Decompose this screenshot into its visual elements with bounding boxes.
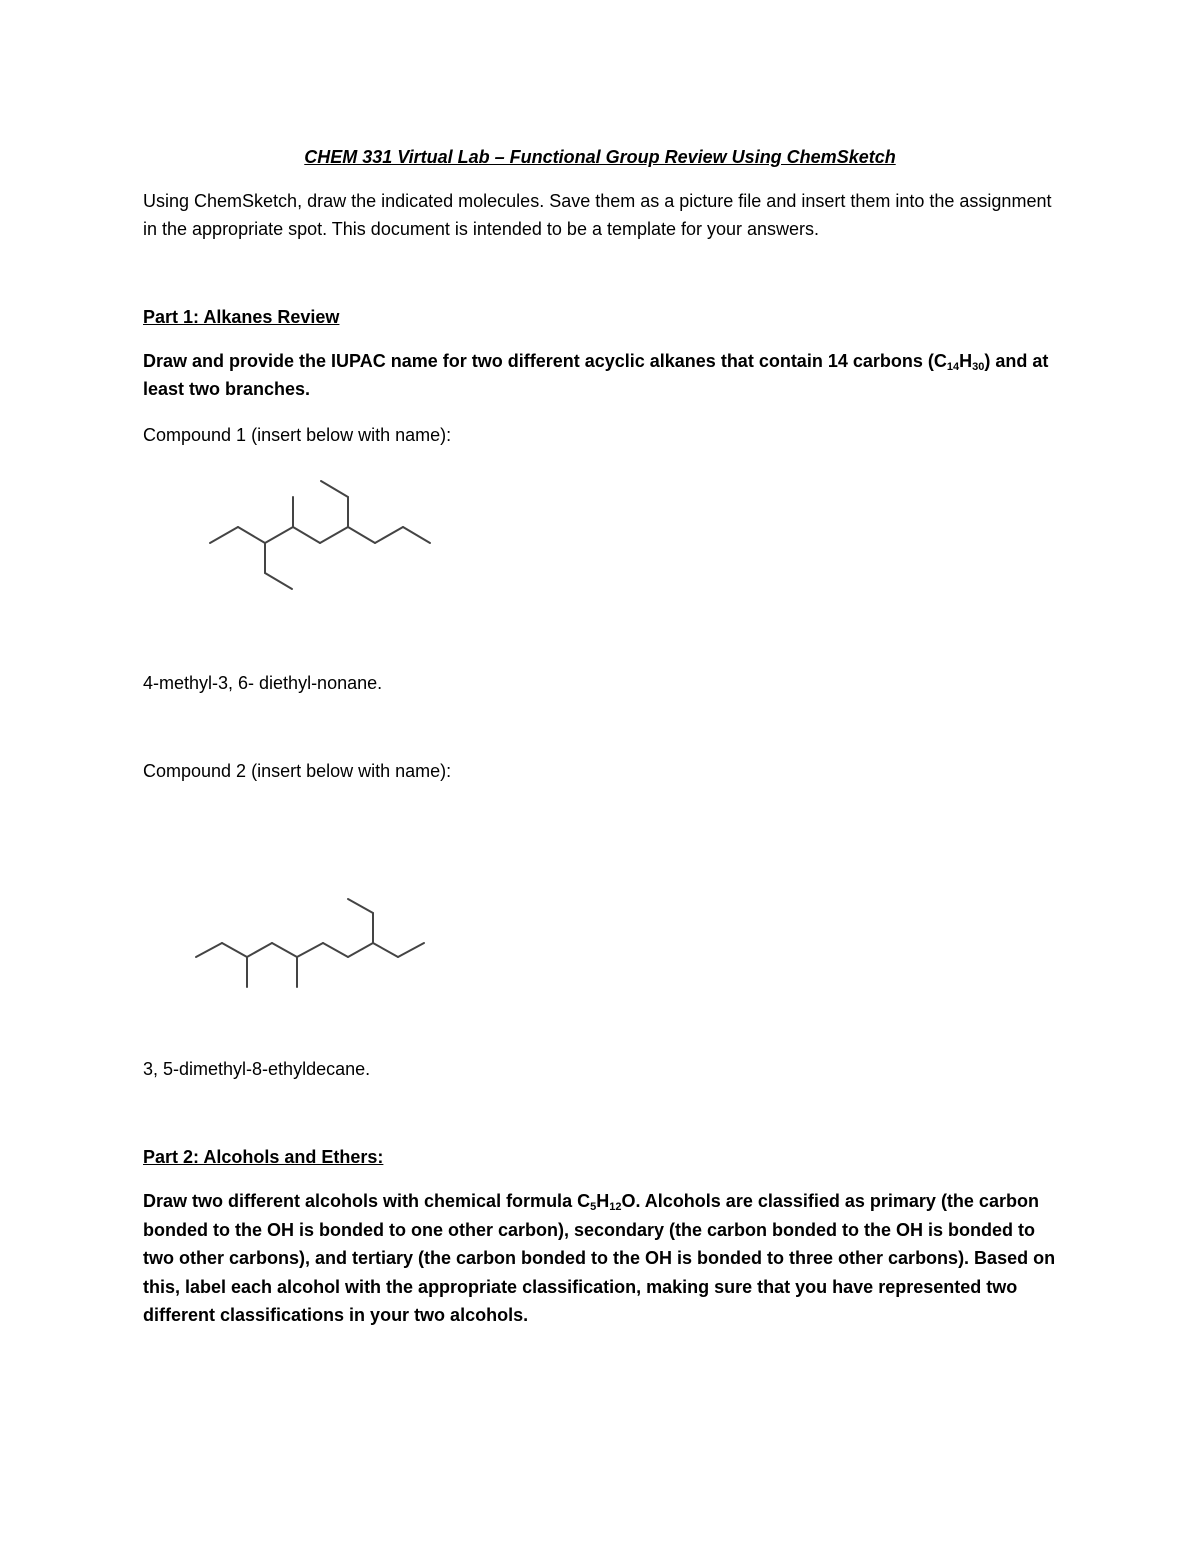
compound1-structure	[200, 470, 440, 600]
part2-instruction	[143, 1187, 1063, 1330]
bond	[293, 527, 320, 543]
bond	[265, 527, 293, 543]
bond	[247, 943, 272, 957]
bond	[348, 527, 375, 543]
bond	[320, 527, 348, 543]
bond	[398, 943, 424, 957]
part1-heading: Part 1: Alkanes Review	[143, 307, 340, 327]
bond	[373, 943, 398, 957]
bond	[403, 527, 430, 543]
bond	[222, 943, 247, 957]
bond	[323, 943, 348, 957]
compound2-name: 3, 5-dimethyl-8-ethyldecane.	[143, 1059, 371, 1079]
compound2-label: Compound 2 (insert below with name):	[143, 761, 452, 781]
part1-formula-h: H	[959, 351, 973, 371]
bond	[238, 527, 265, 543]
page-title: CHEM 331 Virtual Lab – Functional Group Review Using ChemSketch	[304, 147, 896, 167]
part2-formula-sub-c: 5	[590, 1201, 597, 1213]
intro-paragraph: Using ChemSketch, draw the indicated molecules. Save them as a picture file and insert them into the assignment in the appropriate spot. This document is intended to be a template for your answers.	[143, 191, 1052, 239]
compound2-structure	[188, 890, 438, 995]
compound1-name: 4-methyl-3, 6- diethyl-nonane.	[143, 673, 383, 693]
part1-instruction	[143, 347, 1063, 403]
bond	[297, 943, 323, 957]
part2-instruction-text: Draw two different alcohols with chemical formula C	[143, 1191, 591, 1211]
part2-formula-o: O	[621, 1191, 636, 1211]
bond	[265, 573, 292, 589]
bond	[375, 527, 403, 543]
part2-formula-sub-h: 12	[609, 1201, 622, 1213]
part2-formula-h: H	[596, 1191, 610, 1211]
bond	[196, 943, 222, 957]
bond	[348, 943, 373, 957]
compound1-label: Compound 1 (insert below with name):	[143, 425, 452, 445]
bond	[321, 481, 348, 497]
part1-formula-sub-h: 30	[972, 361, 985, 373]
bond	[348, 899, 373, 913]
part1-instruction-text: Draw and provide the IUPAC name for two different acyclic alkanes that contain 14 carbons (C	[143, 351, 947, 371]
part1-instruction-end: ) and at least two branches.	[143, 351, 1049, 399]
part2-heading: Part 2: Alcohols and Ethers:	[143, 1147, 384, 1167]
bond	[272, 943, 297, 957]
part1-formula-sub-c: 14	[946, 361, 960, 373]
bond	[210, 527, 238, 543]
part2-instruction-end: . Alcohols are classified as primary (the carbon bonded to the OH is bonded to one other carbon), secondary (the carbon bonded to the OH is bonded to two other carbons), and tertiary (the carbon bonded to the OH is bonded to three other carbons). Based on this, label each alcohol with the appropriate classification, making sure that you have represented two different classifications in your two alcohols.	[143, 1191, 1056, 1325]
